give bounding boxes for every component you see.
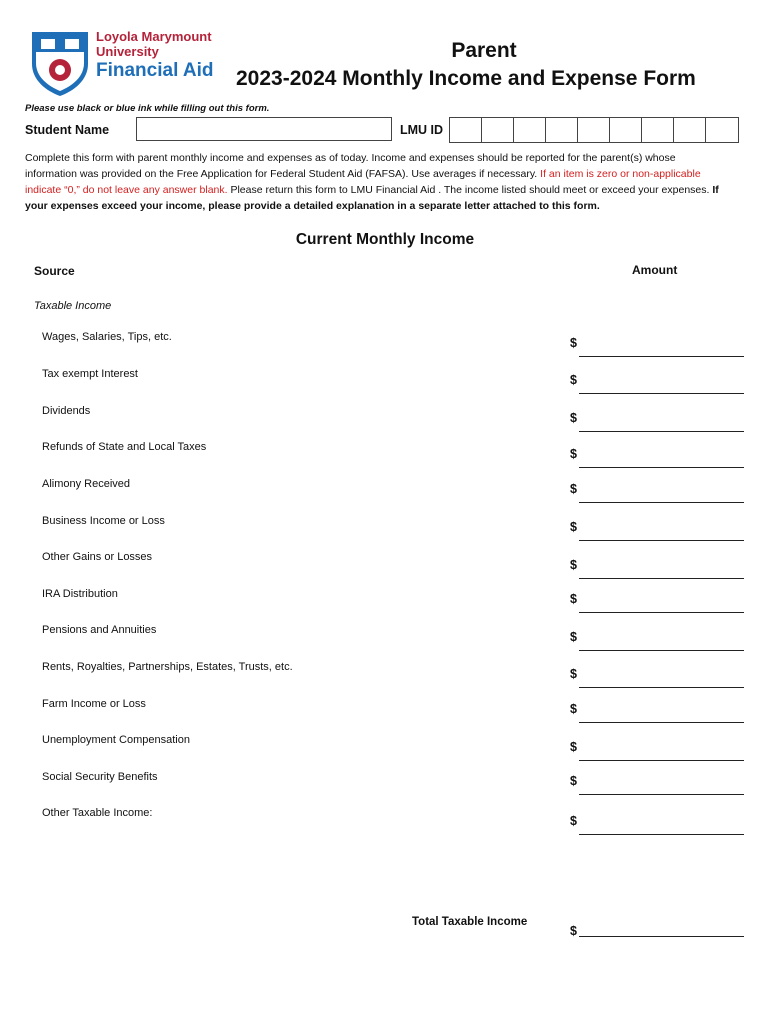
income-item-label: Alimony Received [42,478,131,490]
currency-symbol: $ [570,630,577,644]
currency-symbol: $ [570,373,577,387]
currency-symbol: $ [570,482,577,496]
income-amount-field[interactable] [579,760,744,761]
student-name-label: Student Name [25,123,110,137]
income-amount-field[interactable] [579,540,744,541]
currency-symbol: $ [570,774,577,788]
income-amount-field[interactable] [579,467,744,468]
form-title-line1: Parent [451,39,517,62]
lmu-shield-icon [30,30,90,98]
income-amount-field[interactable] [579,687,744,688]
currency-symbol: $ [570,667,577,681]
lmu-id-field[interactable] [449,117,739,143]
total-amount-field[interactable] [579,936,744,937]
lmu-id-digit-box[interactable] [482,118,514,142]
income-item-label: Social Security Benefits [42,771,158,783]
section-title: Current Monthly Income [295,231,475,248]
currency-symbol: $ [570,336,577,350]
university-name-line1: Loyola Marymount [96,29,212,44]
form-title-line2: 2023-2024 Monthly Income and Expense Form [236,67,696,90]
ink-note: Please use black or blue ink while filling out this form. [25,103,270,114]
taxable-income-heading: Taxable Income [34,300,112,312]
income-item-label: Wages, Salaries, Tips, etc. [42,331,172,343]
income-amount-field[interactable] [579,834,744,835]
income-amount-field[interactable] [579,650,744,651]
lmu-id-digit-box[interactable] [450,118,482,142]
instructions-zero-note: If an item is zero or non-applicable indicate “0,” do not leave any answer blank. [25,168,701,196]
income-item-label: Farm Income or Loss [42,698,146,710]
amount-header: Amount [632,263,678,277]
lmu-id-label: LMU ID [400,123,444,137]
source-header: Source [34,264,75,278]
currency-symbol: $ [570,814,577,828]
instructions-return-note: Please return this form to LMU Financial Aid . The income listed should meet or exceed your expenses. [227,184,713,196]
income-item-label: Pensions and Annuities [42,624,157,636]
income-amount-field[interactable] [579,578,744,579]
lmu-id-digit-box[interactable] [610,118,642,142]
income-item-label: Rents, Royalties, Partnerships, Estates, Trusts, etc. [42,661,293,673]
income-item-label: Other Taxable Income: [42,807,153,819]
instructions-text: Complete this form with parent monthly income and expenses as of today. Income and expenses should be reported for the parent(s) whose information was provided on the Free Application for Federal Student Aid (FAFSA). Use averages if necessary. [25,152,676,180]
currency-symbol: $ [570,702,577,716]
income-item-label: Unemployment Compensation [42,734,190,746]
currency-symbol: $ [570,447,577,461]
income-item-label: Business Income or Loss [42,515,165,527]
university-name [96,29,212,59]
currency-symbol: $ [570,411,577,425]
instructions-expense-note: If your expenses exceed your income, please provide a detailed explanation in a separate letter attached to this form. [25,184,719,212]
instructions [25,150,725,214]
income-item-label: Tax exempt Interest [42,368,138,380]
university-name-line2: University [96,44,159,59]
lmu-id-digit-box[interactable] [578,118,610,142]
currency-symbol: $ [570,924,577,938]
student-name-field[interactable] [136,117,392,141]
lmu-id-digit-box[interactable] [674,118,706,142]
currency-symbol: $ [570,740,577,754]
lmu-id-digit-box[interactable] [514,118,546,142]
total-taxable-income-label: Total Taxable Income [412,916,528,928]
lmu-id-digit-box[interactable] [706,118,738,142]
currency-symbol: $ [570,592,577,606]
income-item-label: Refunds of State and Local Taxes [42,441,207,453]
currency-symbol: $ [570,520,577,534]
lmu-id-digit-box[interactable] [642,118,674,142]
income-amount-field[interactable] [579,356,744,357]
currency-symbol: $ [570,558,577,572]
income-amount-field[interactable] [579,794,744,795]
income-amount-field[interactable] [579,612,744,613]
income-item-label: Other Gains or Losses [42,551,153,563]
lmu-id-digit-box[interactable] [546,118,578,142]
income-item-label: IRA Distribution [42,588,118,600]
income-amount-field[interactable] [579,431,744,432]
income-amount-field[interactable] [579,393,744,394]
income-amount-field[interactable] [579,502,744,503]
income-amount-field[interactable] [579,722,744,723]
department-name: Financial Aid [96,60,214,81]
income-item-label: Dividends [42,405,91,417]
